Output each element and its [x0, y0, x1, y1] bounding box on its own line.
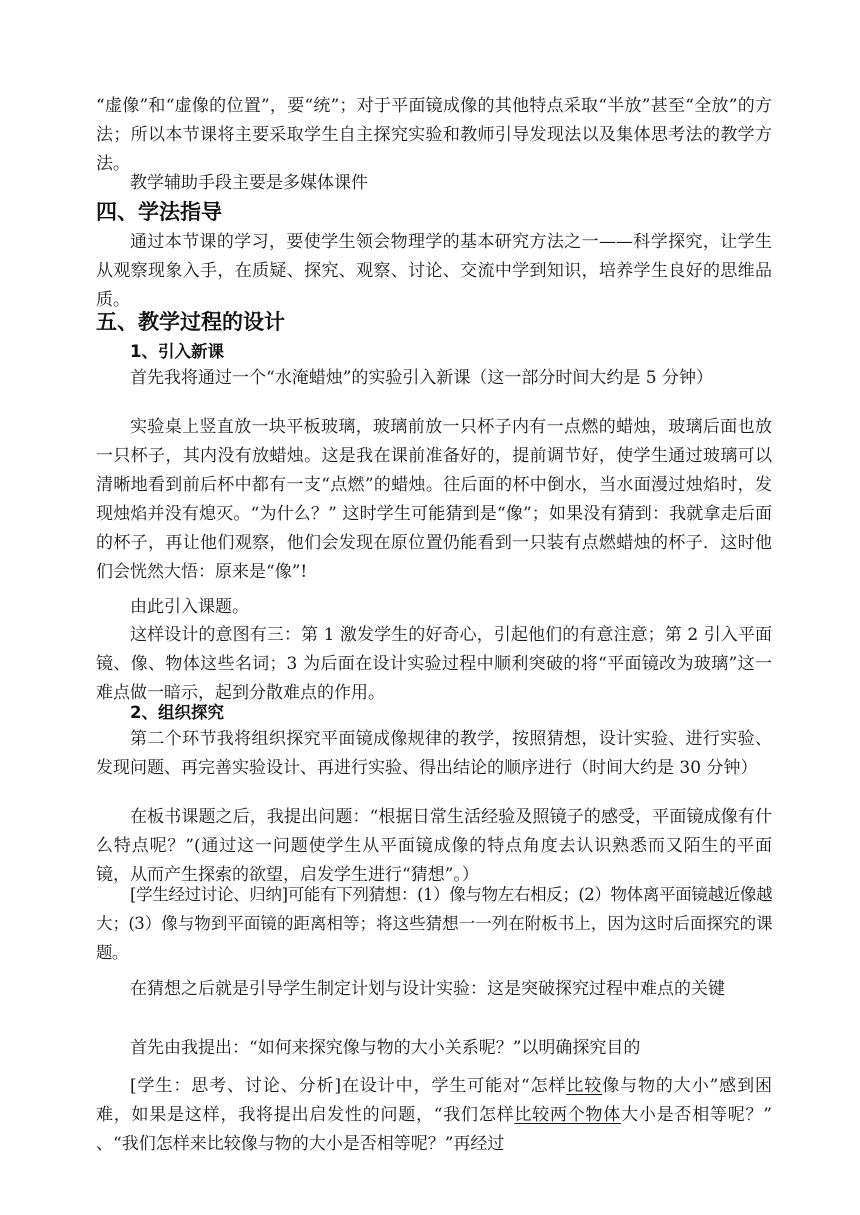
text-segment: 大小是否相等呢？” 、“我们怎样来比较像与物的大小是否相等呢？”再经过 — [96, 1105, 772, 1154]
paragraph-study-method: 通过本节课的学习，要使学生领会物理学的基本研究方法之一——科学探究，让学生从观察现象入手，在质疑、探究、观察、讨论、交流中学到知识，培养学生良好的思维品质。 — [96, 232, 772, 310]
underlined-text: 比较两个物体 — [514, 1105, 622, 1125]
paragraph-teaching-method: “虚像”和“虚像的位置”，要“统”；对于平面镜成像的其他特点采取“半放”甚至“全放”的方法；所以本节课将主要采取学生自主探究实验和教师引导发现法以及集体思考法的教学方法。 — [96, 96, 772, 174]
paragraph-inquiry-goal: 首先由我提出：“如何来探究像与物的大小关系呢？”以明确探究目的 — [130, 1038, 641, 1058]
text-segment: 像与物的大小”感到困难，如果是这样，我将提出启发性的问题，“我们怎样 — [96, 1076, 772, 1125]
paragraph-plan-experiment: 在猜想之后就是引导学生制定计划与设计实验：这是突破探究过程中难点的关键 — [130, 979, 725, 999]
paragraph-ask-question: 在板书课题之后，我提出问题：“根据日常生活经验及照镜子的感受，平面镜成像有什么特点呢？”(通过这一问题使学生从平面镜成像的特点角度去认识熟悉而又陌生的平面镜，从而产生探索的欲望，启发学生进行“猜想”。） — [96, 807, 772, 885]
paragraph-student-guesses: [学生经过讨论、归纳]可能有下列猜想：(1）像与物左右相反；(2）物体离平面镜越近像越大；(3）像与物到平面镜的距离相等；将这些猜想一一列在附板书上，因为这时后面探究的课题。 — [96, 885, 772, 962]
paragraph-experiment-description: 实验桌上竖直放一块平板玻璃，玻璃前放一只杯子内有一点燃的蜡烛，玻璃后面也放一只杯子，其内没有放蜡烛。这是我在课前准备好的，提前调节好，使学生通过玻璃可以清晰地看到前后杯中都有一支“点燃”的蜡烛。往后面的杯中倒水，当水面漫过烛焰时，发现烛焰并没有熄灭。“为什么？” 这时学生可能猜到是“像”；如果没有猜到：我就拿走后面的杯子，再让他们观察，他们会发现在原位置仍能看到一只装有点燃蜡烛的杯子．这时他们会恍然大悟：原来是“像”! — [96, 417, 772, 582]
section-heading-5: 五、教学过程的设计 — [96, 310, 285, 334]
subheading-organize-inquiry: 2、组织探究 — [130, 703, 224, 722]
paragraph-inquiry-process: 第二个环节我将组织探究平面镜成像规律的教学，按照猜想，设计实验、进行实验、发现问题、再完善实验设计、再进行实验、得出结论的顺序进行（时间大约是 30 分钟） — [96, 729, 772, 778]
paragraph-teaching-aids: 教学辅助手段主要是多媒体课件 — [130, 173, 368, 193]
subheading-introduce-lesson: 1、引入新课 — [130, 342, 224, 361]
text-segment: [学生：思考、讨论、分析]在设计中，学生可能对“怎样 — [130, 1076, 567, 1096]
paragraph-comparison-guidance — [96, 1072, 772, 1159]
underlined-text: 比较 — [566, 1076, 603, 1096]
paragraph-design-intent: 这样设计的意图有三：第 1 激发学生的好奇心，引起他们的有意注意；第 2 引入平面镜、像、物体这些名词；3 为后面在设计实验过程中顺利突破的将“平面镜改为玻璃”这一难点做一暗示，起到分散难点的作用。 — [96, 625, 772, 703]
paragraph-introduce-topic: 由此引入课题。 — [130, 597, 249, 617]
paragraph-intro-experiment: 首先我将通过一个“水淹蜡烛”的实验引入新课（这一部分时间大约是 5 分钟） — [130, 368, 714, 388]
section-heading-4: 四、学法指导 — [96, 200, 222, 224]
